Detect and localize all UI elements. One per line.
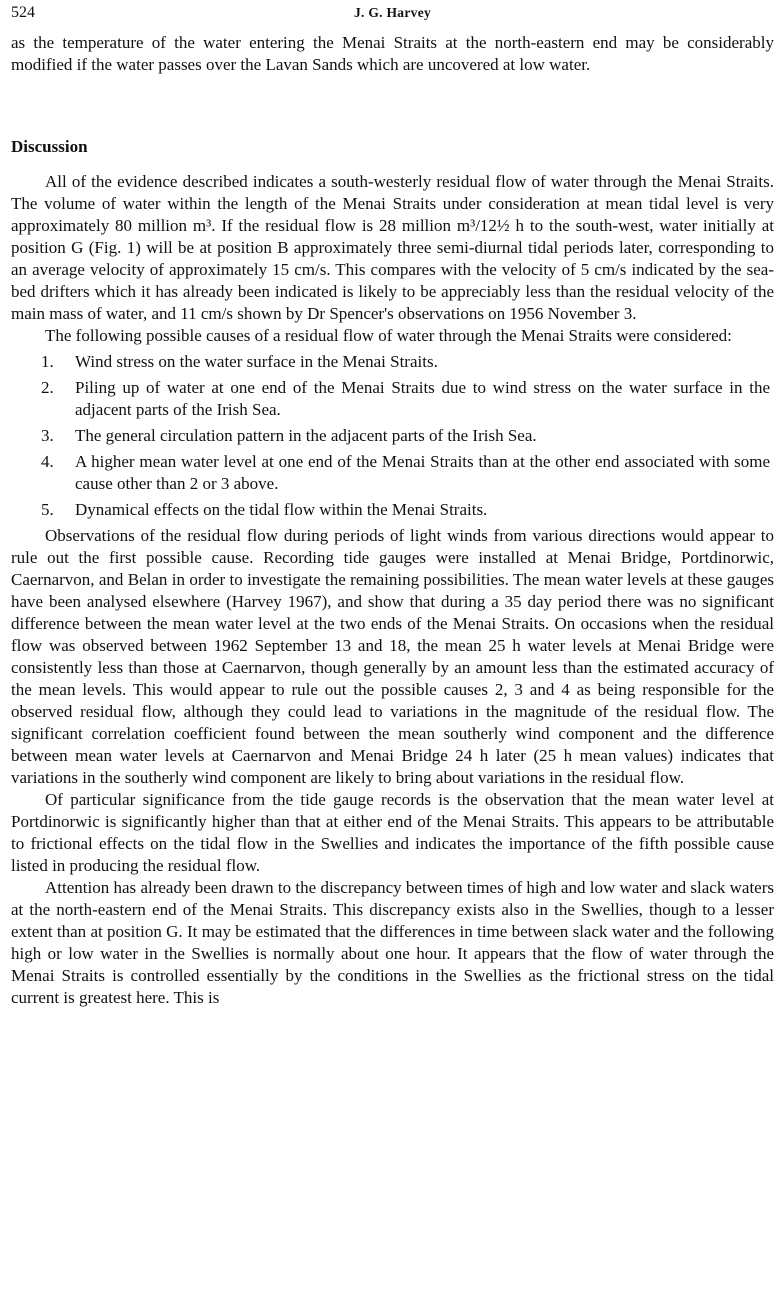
list-item [11,451,774,495]
paragraph: Attention has already been drawn to the discrepancy between times of high and low water and slack waters at the north-eastern end of the Menai Straits. This discrepancy exists also in the Swellies, though to a lesser extent than at position G. It may be estimated that the differences in time between slack water and the following high or low water in the Swellies is normally about one hour. It appears that the flow of water through the Menai Straits is controlled essentially by the conditions in the Swellies as the frictional stress on the tidal current is greatest here. This is [11,878,774,1007]
list-item [11,377,774,421]
list-item-text: The general circulation pattern in the adjacent parts of the Irish Sea. [75,426,537,445]
list-item [11,425,774,447]
paragraph: Observations of the residual flow during periods of light winds from various directions would appear to rule out the first possible cause. Recording tide gauges were installed at Menai Bridge, Portdinorwic, Caernarvon, and Belan in order to investigate the remaining possibilities. The mean water levels at these gauges have been analysed elsewhere (Harvey 1967), and show that during a 35 day period there was no significant difference between the mean water level at the two ends of the Menai Straits. On occasions when the residual flow was observed between 1962 September 13 and 18, the mean 25 h water levels at Menai Bridge were consistently less than those at Caernarvon, though generally by an amount less than the estimated accuracy of the mean levels. This would appear to rule out the possible causes 2, 3 and 4 as being responsible for the observed residual flow, although they could lead to variations in the magnitude of the residual flow. The significant correlation coefficient found between the mean southerly wind component and the difference between mean water levels at Caernarvon and Menai Bridge 24 h later (25 h mean values) indicates that variations in the southerly wind component are likely to bring about variations in the residual flow. [11,526,774,787]
intro-paragraph: as the temperature of the water entering the Menai Straits at the north-eastern end may be considerably modified if the water passes over the Lavan Sands which are uncovered at low water. [11,33,774,74]
list-item-text: A higher mean water level at one end of the Menai Straits than at the other end associated with some cause other than 2 or 3 above. [75,452,770,493]
list-item-text: Dynamical effects on the tidal flow within the Menai Straits. [75,500,488,519]
list-item-number: 3. [41,426,54,445]
section-heading: Discussion [11,137,88,156]
causes-list [11,351,774,521]
list-item-number: 1. [41,352,54,371]
list-item [11,499,774,521]
paragraph: Of particular significance from the tide gauge records is the observation that the mean water level at Portdinorwic is significantly higher than that at either end of the Menai Straits. This appears to be attributable to frictional effects on the tidal flow in the Swellies and indicates the importance of the fifth possible cause listed in producing the residual flow. [11,790,774,875]
list-item-text: Wind stress on the water surface in the Menai Straits. [75,352,438,371]
page-header [11,4,774,32]
paragraph: The following possible causes of a residual flow of water through the Menai Straits were considered: [45,326,732,345]
list-item-text: Piling up of water at one end of the Menai Straits due to wind stress on the water surface in the adjacent parts of the Irish Sea. [75,378,770,419]
running-head: J. G. Harvey [353,5,432,20]
page [11,4,774,1009]
list-item-number: 5. [41,500,54,519]
list-item-number: 4. [41,452,54,471]
list-item-number: 2. [41,378,54,397]
list-item [11,351,774,373]
page-number: 524 [11,4,35,21]
paragraph: All of the evidence described indicates a south-westerly residual flow of water through the Menai Straits. The volume of water within the length of the Menai Straits under consideration at mean tidal level is very approximately 80 million m³. If the residual flow is 28 million m³/12½ h to the south-west, water initially at position G (Fig. 1) will be at position B approximately three semi-diurnal tidal periods later, corresponding to an average velocity of approximately 15 cm/s. This compares with the velocity of 5 cm/s indicated by the sea-bed drifters which it has already been indicated is likely to be appreciably less than the residual velocity of the main mass of water, and 11 cm/s shown by Dr Spencer's observations on 1956 November 3. [11,172,774,323]
